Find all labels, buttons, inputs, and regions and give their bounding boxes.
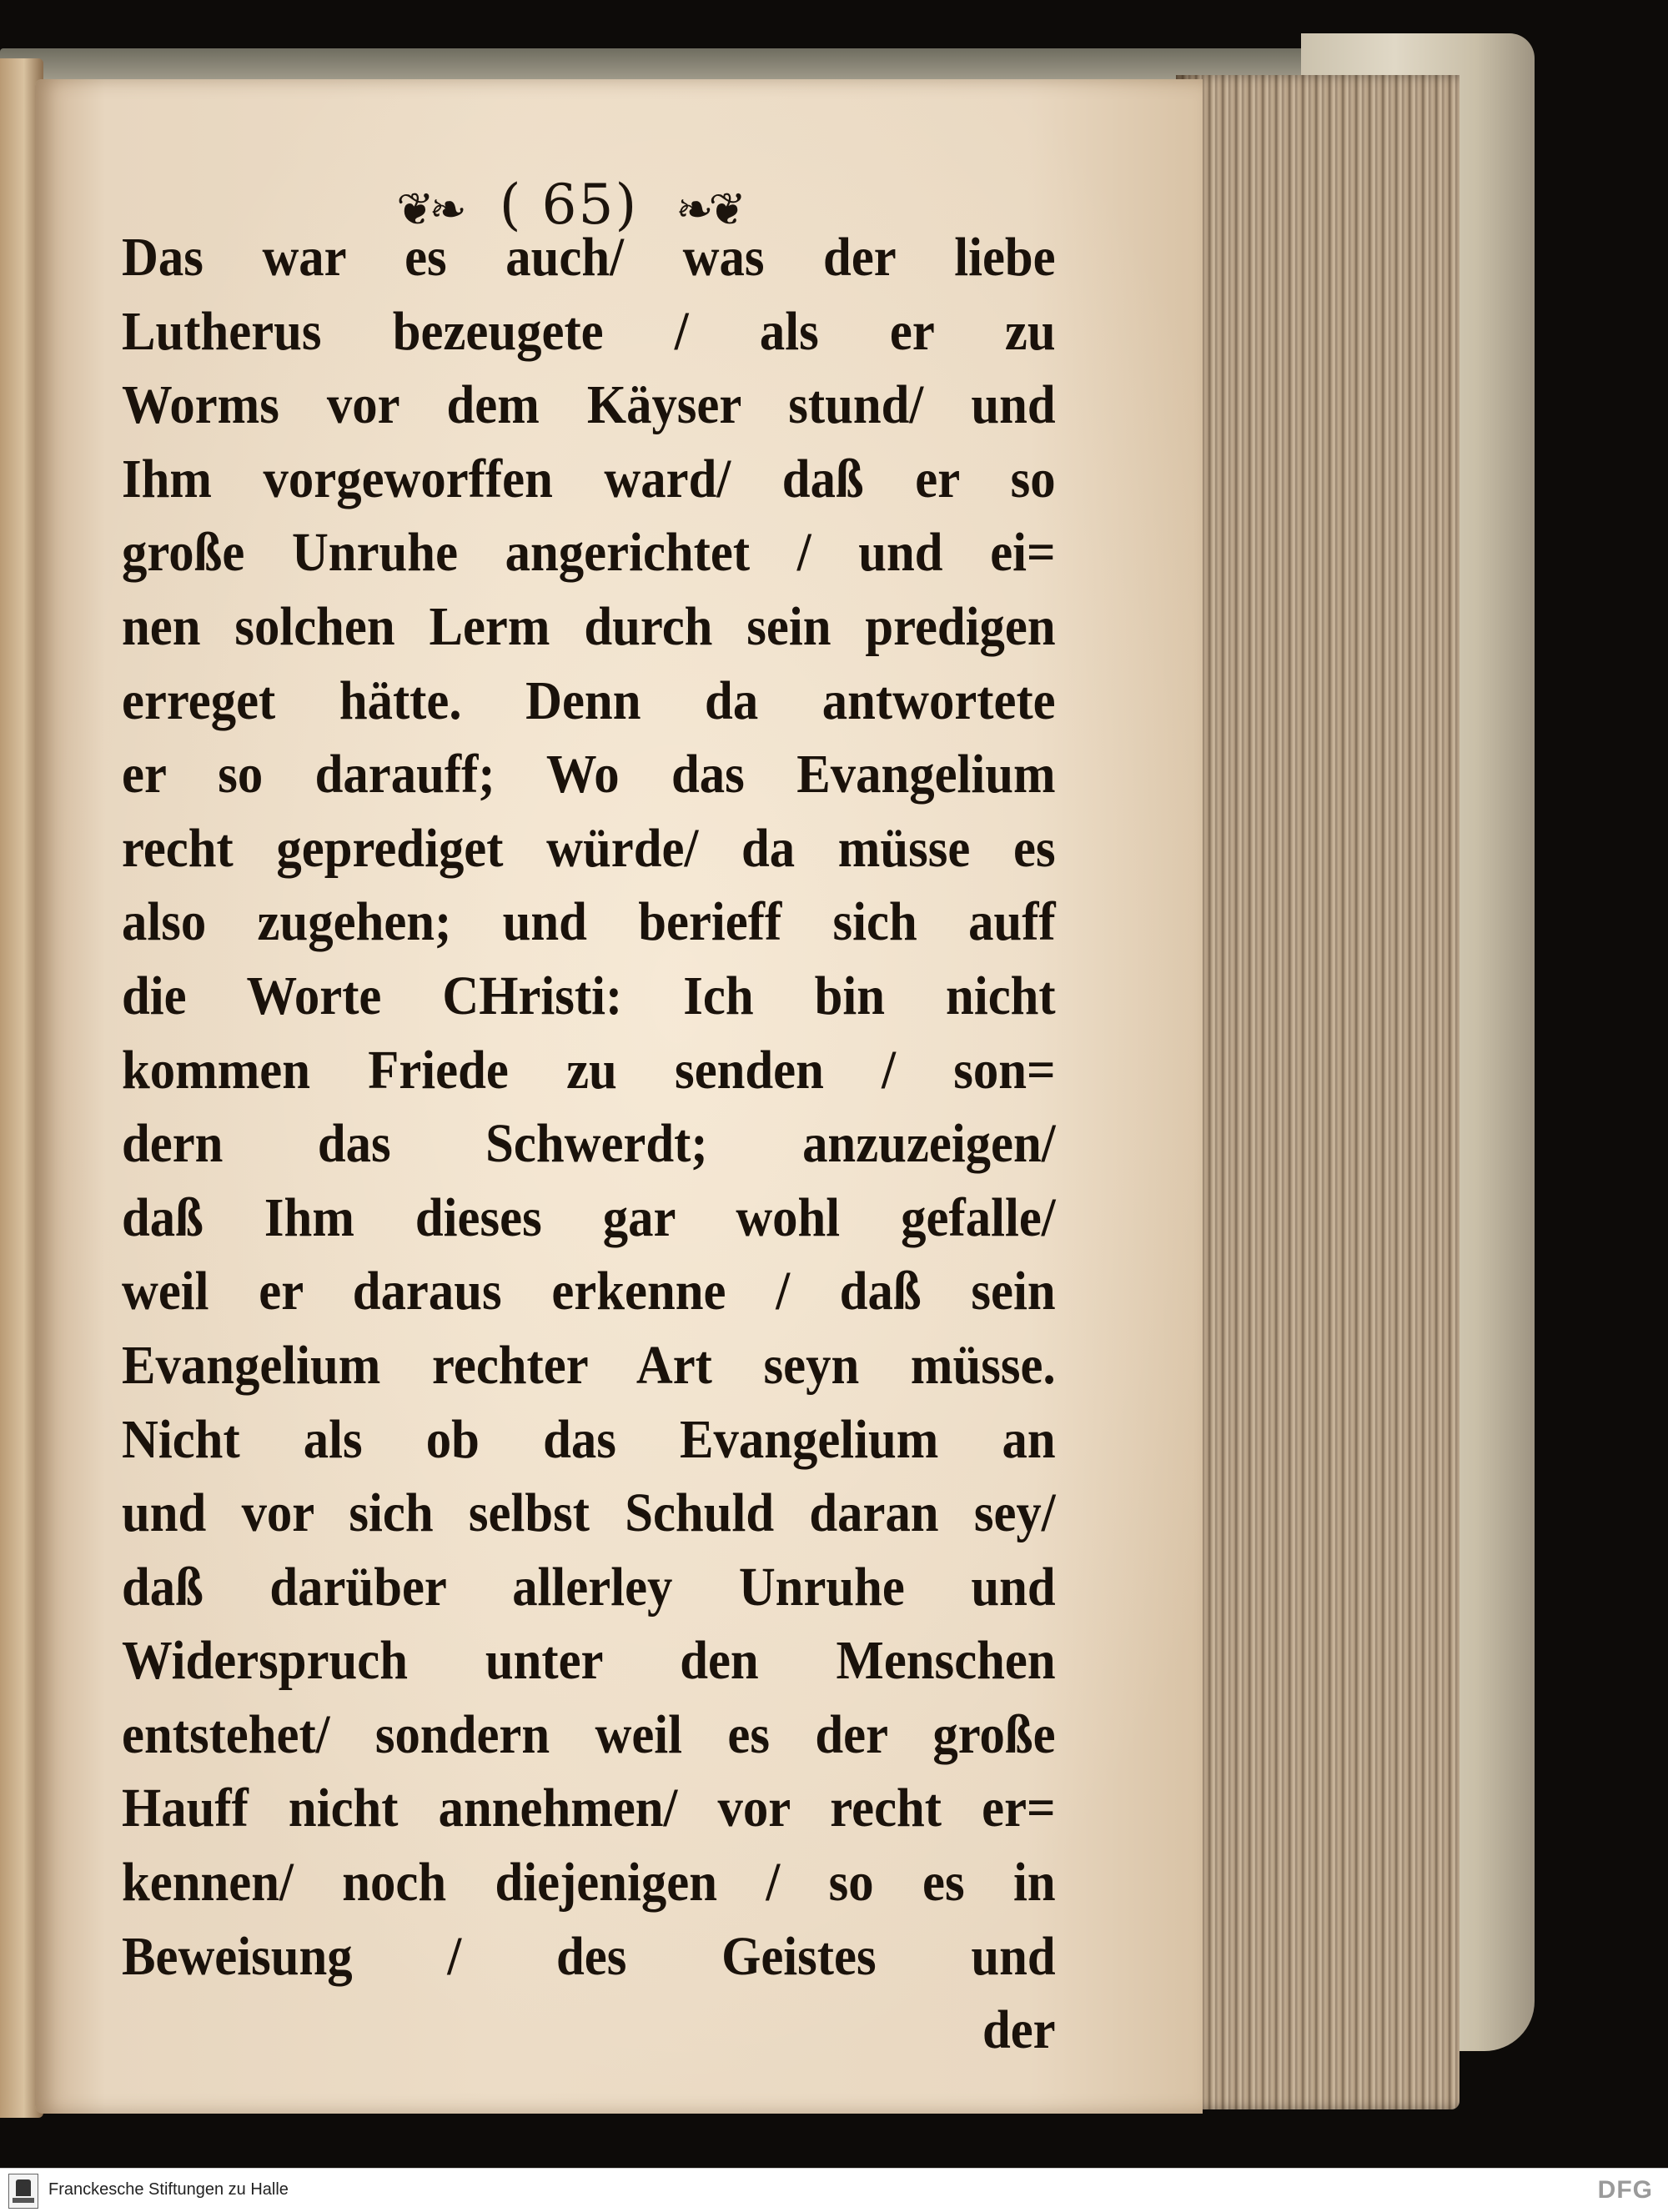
text-line: Worms vor dem Käyser stund/ und [122, 374, 1056, 436]
text-line: große Unruhe angerichtet / und ei= [122, 522, 1056, 584]
page-block-fore-edge [1176, 75, 1460, 2109]
text-line: recht geprediget würde/ da müsse es [122, 817, 1056, 879]
text-line: Hauff nicht annehmen/ vor recht er= [122, 1778, 1056, 1839]
text-line: Beweisung / des Geistes und [122, 1925, 1056, 1987]
text-line: Evangelium rechter Art seyn müsse. [122, 1334, 1056, 1396]
ornament-left-icon: ❦❧ [396, 183, 462, 236]
page-number: ( 65) [499, 173, 639, 237]
text-line: daß darüber allerley Unruhe und [122, 1556, 1056, 1618]
text-line: weil er daraus erkenne / daß sein [122, 1261, 1056, 1322]
institution-logo-icon [8, 2174, 38, 2209]
ornament-right-icon: ❧❦ [676, 183, 741, 236]
text-line: Lutherus bezeugete / als er zu [122, 300, 1056, 362]
dfg-logo: DFG [1597, 2176, 1653, 2204]
text-line: Das war es auch/ was der liebe [122, 227, 1056, 288]
text-line: und vor sich selbst Schuld daran sey/ [122, 1482, 1056, 1544]
text-line: nen solchen Lerm durch sein predigen [122, 595, 1056, 657]
page-body-text [122, 221, 1056, 2068]
text-line: erreget hätte. Denn da antwortete [122, 670, 1056, 731]
text-line: entstehet/ sondern weil es der große [122, 1703, 1056, 1765]
text-line: also zugehen; und berieff sich auff [122, 891, 1056, 953]
footer-bar [0, 2168, 1668, 2212]
logo-building-shape [16, 2179, 31, 2196]
text-line: dern das Schwerdt; anzuzeigen/ [122, 1113, 1056, 1175]
text-line: kennen/ noch diejenigen / so es in [122, 1852, 1056, 1914]
text-line: Widerspruch unter den Menschen [122, 1630, 1056, 1692]
text-line: Nicht als ob das Evangelium an [122, 1408, 1056, 1470]
book-page [35, 79, 1203, 2114]
text-line: er so darauff; Wo das Evangelium [122, 744, 1056, 805]
catchword: der [982, 1999, 1056, 2061]
text-line: daß Ihm dieses gar wohl gefalle/ [122, 1186, 1056, 1248]
institution-name: Franckesche Stiftungen zu Halle [48, 2180, 289, 2199]
text-line: die Worte CHristi: Ich bin nicht [122, 965, 1056, 1026]
text-line: kommen Friede zu senden / son= [122, 1039, 1056, 1101]
logo-base-shape [13, 2198, 34, 2203]
text-line: Ihm vorgeworffen ward/ daß er so [122, 448, 1056, 509]
